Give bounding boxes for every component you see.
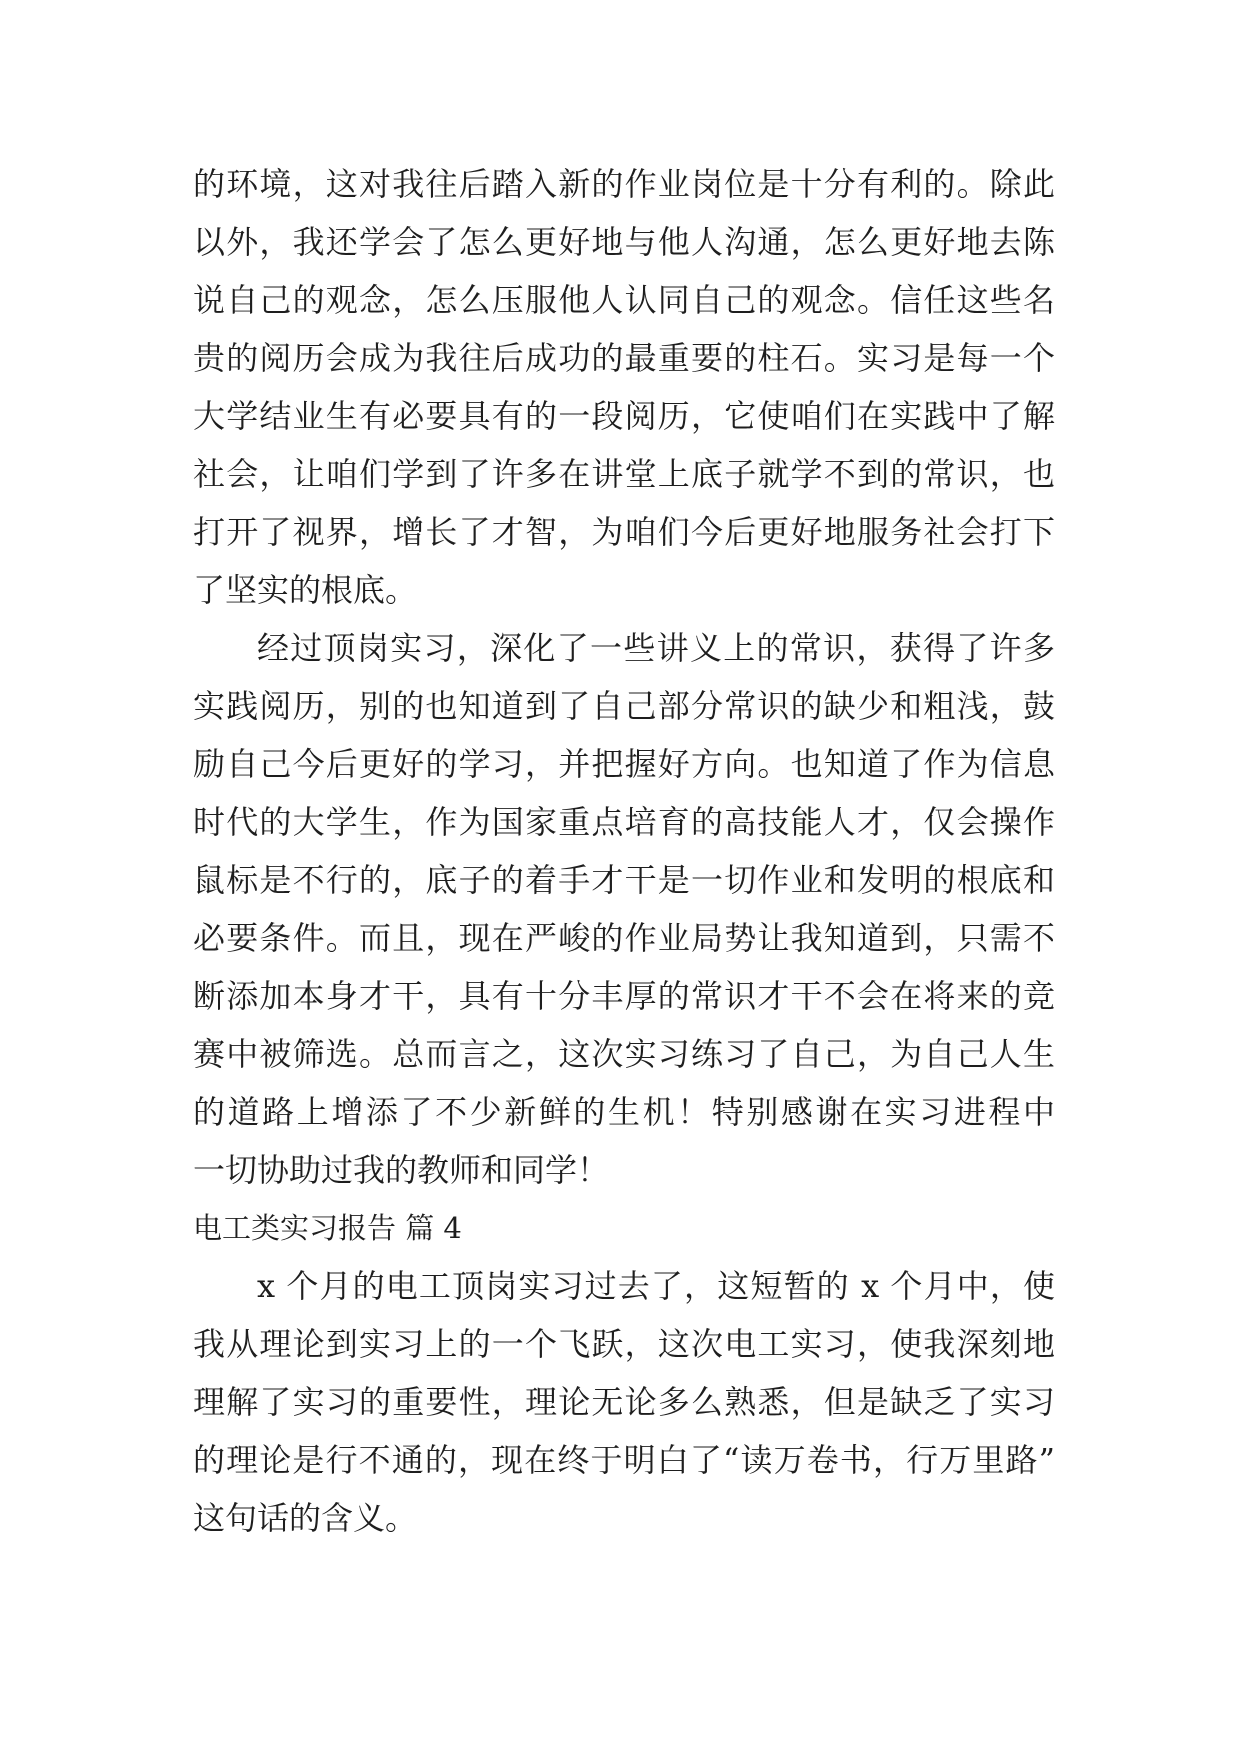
text-line: 断添加本身才干，具有十分丰厚的常识才干不会在将来的竞 bbox=[193, 977, 1055, 1015]
paragraph bbox=[193, 1257, 1055, 1547]
text-line: 经过顶岗实习，深化了一些讲义上的常识，获得了许多 bbox=[257, 629, 1055, 667]
paragraph bbox=[193, 155, 1055, 619]
section-heading: 电工类实习报告 篇 4 bbox=[193, 1211, 462, 1245]
text-line: 说自己的观念，怎么压服他人认同自己的观念。信任这些名 bbox=[193, 281, 1055, 319]
text-line: 必要条件。而且，现在严峻的作业局势让我知道到，只需不 bbox=[193, 919, 1055, 957]
text-line: 社会，让咱们学到了许多在讲堂上底子就学不到的常识，也 bbox=[193, 455, 1055, 493]
text-line: 以外，我还学会了怎么更好地与他人沟通，怎么更好地去陈 bbox=[193, 223, 1055, 261]
paragraph bbox=[193, 619, 1055, 1199]
text-line: 鼠标是不行的，底子的着手才干是一切作业和发明的根底和 bbox=[193, 861, 1055, 899]
text-line: 了坚实的根底。 bbox=[193, 571, 418, 609]
text-line: 实践阅历，别的也知道到了自己部分常识的缺少和粗浅，鼓 bbox=[193, 687, 1055, 725]
text-line: 励自己今后更好的学习，并把握好方向。也知道了作为信息 bbox=[193, 745, 1055, 783]
document-body bbox=[193, 155, 1055, 1547]
text-line: 这句话的含义。 bbox=[193, 1499, 418, 1537]
text-line: 的道路上增添了不少新鲜的生机！特别感谢在实习进程中 bbox=[193, 1093, 1055, 1131]
text-line: 的环境，这对我往后踏入新的作业岗位是十分有利的。除此 bbox=[193, 165, 1055, 203]
text-line: 一切协助过我的教师和同学！ bbox=[193, 1151, 610, 1189]
text-line: 大学结业生有必要具有的一段阅历，它使咱们在实践中了解 bbox=[193, 397, 1055, 435]
text-line: 我从理论到实习上的一个飞跃，这次电工实习，使我深刻地 bbox=[193, 1325, 1055, 1363]
text-line: 贵的阅历会成为我往后成功的最重要的柱石。实习是每一个 bbox=[193, 339, 1055, 377]
text-line: 打开了视界，增长了才智，为咱们今后更好地服务社会打下 bbox=[193, 513, 1055, 551]
text-line: 的理论是行不通的，现在终于明白了“读万卷书，行万里路” bbox=[193, 1441, 1055, 1479]
text-line: 赛中被筛选。总而言之，这次实习练习了自己，为自己人生 bbox=[193, 1035, 1055, 1073]
text-line: x 个月的电工顶岗实习过去了，这短暂的 x 个月中，使 bbox=[257, 1267, 1055, 1305]
text-line: 理解了实习的重要性，理论无论多么熟悉，但是缺乏了实习 bbox=[193, 1383, 1055, 1421]
text-line: 时代的大学生，作为国家重点培育的高技能人才，仅会操作 bbox=[193, 803, 1055, 841]
